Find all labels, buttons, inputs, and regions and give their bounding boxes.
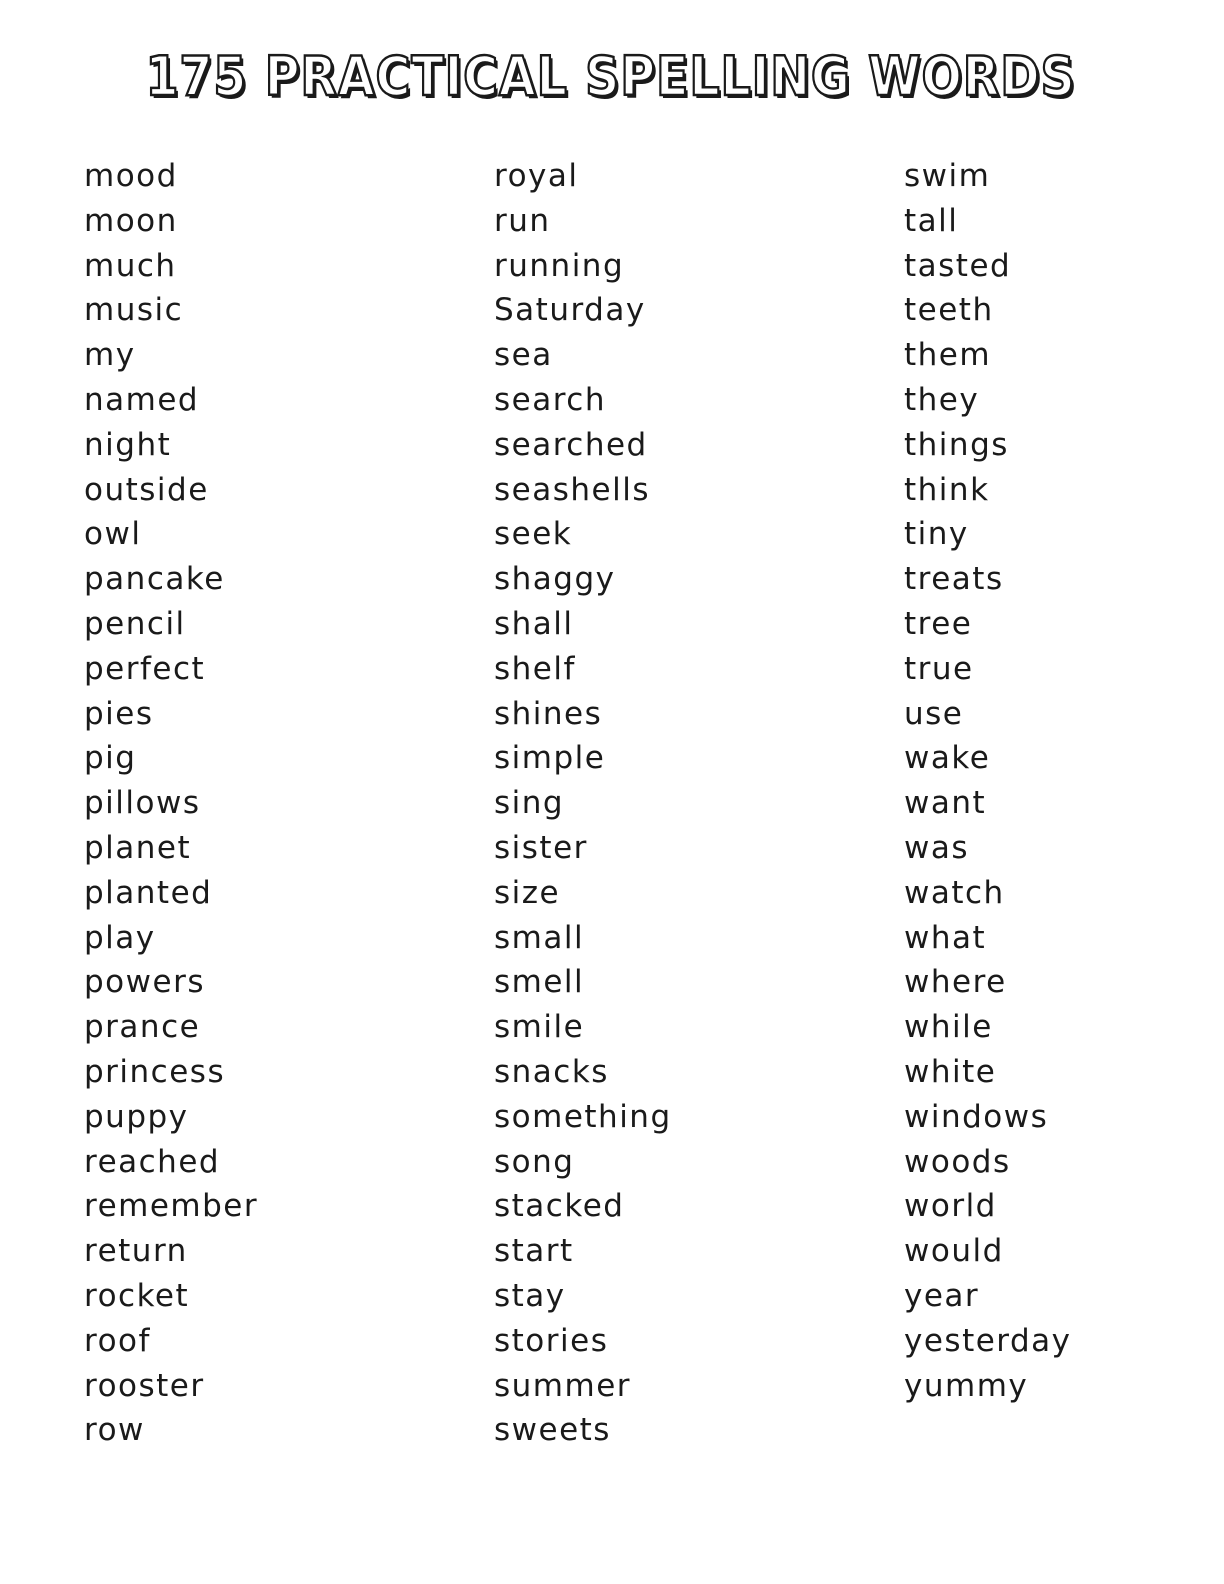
word-item: true <box>904 650 974 687</box>
word-item: stories <box>494 1322 609 1359</box>
word-item: stacked <box>494 1188 625 1225</box>
word-item: planted <box>84 874 213 911</box>
word-item: seashells <box>494 471 650 508</box>
word-item: would <box>904 1233 1004 1270</box>
word-item: yesterday <box>904 1322 1072 1359</box>
word-item: pig <box>84 740 137 777</box>
word-item: mood <box>84 158 178 194</box>
word-item: tiny <box>904 516 969 553</box>
word-item: was <box>904 829 970 866</box>
word-item: something <box>494 1098 672 1135</box>
word-item: running <box>494 247 625 284</box>
word-item: search <box>494 381 606 418</box>
word-item: snacks <box>494 1053 609 1090</box>
word-item: play <box>84 919 156 956</box>
word-item: woods <box>904 1143 1011 1180</box>
word-item: song <box>494 1143 575 1180</box>
word-item: think <box>904 471 990 508</box>
word-item: tasted <box>904 247 1012 284</box>
word-item: searched <box>494 426 648 463</box>
word-column-3 <box>904 154 1072 1408</box>
word-item: run <box>494 202 551 239</box>
word-item: smell <box>494 964 585 1001</box>
word-item: planet <box>84 829 192 866</box>
word-item: seek <box>494 516 573 553</box>
word-item: year <box>904 1277 980 1314</box>
word-item: windows <box>904 1098 1049 1135</box>
word-item: they <box>904 381 980 418</box>
word-item: sea <box>494 337 553 374</box>
word-item: want <box>904 785 987 822</box>
word-item: shelf <box>494 650 576 687</box>
word-item: shines <box>494 695 603 732</box>
word-item: summer <box>494 1367 632 1404</box>
word-item: royal <box>494 158 579 194</box>
word-item: shall <box>494 605 574 642</box>
word-item: use <box>904 695 964 732</box>
word-item: pencil <box>84 605 186 642</box>
word-item: them <box>904 337 992 374</box>
word-item: sweets <box>494 1412 611 1449</box>
word-item: small <box>494 919 585 956</box>
word-item: outside <box>84 471 209 508</box>
word-item: wake <box>904 740 991 777</box>
word-item: moon <box>84 202 178 239</box>
word-item: rocket <box>84 1277 190 1314</box>
word-item: princess <box>84 1053 226 1090</box>
word-item: remember <box>84 1188 259 1225</box>
word-item: powers <box>84 964 205 1001</box>
word-item: pies <box>84 695 154 732</box>
word-item: music <box>84 292 184 329</box>
word-item: while <box>904 1009 993 1046</box>
word-item: start <box>494 1233 574 1270</box>
word-column-2 <box>494 154 672 1453</box>
word-item: my <box>84 337 136 374</box>
word-item: what <box>904 919 987 956</box>
word-item: Saturday <box>494 292 646 329</box>
word-item: stay <box>494 1277 566 1314</box>
word-item: pillows <box>84 785 201 822</box>
word-item: watch <box>904 874 1005 911</box>
word-item: tall <box>904 202 959 239</box>
word-item: roof <box>84 1322 151 1359</box>
word-item: pancake <box>84 561 225 598</box>
word-item: tree <box>904 605 973 642</box>
word-item: simple <box>494 740 606 777</box>
word-item: row <box>84 1412 145 1449</box>
word-item: smile <box>494 1009 585 1046</box>
word-item: reached <box>84 1143 221 1180</box>
word-item: treats <box>904 561 1004 598</box>
word-item: world <box>904 1188 997 1225</box>
word-item: rooster <box>84 1367 205 1404</box>
word-item: swim <box>904 158 991 194</box>
word-item: named <box>84 381 200 418</box>
word-item: white <box>904 1053 997 1090</box>
word-item: sing <box>494 785 565 822</box>
word-item: return <box>84 1233 188 1270</box>
word-item: night <box>84 426 172 463</box>
word-item: teeth <box>904 292 994 329</box>
page-title: 175 PRACTICAL SPELLING WORDS <box>145 45 1076 108</box>
word-item: yummy <box>904 1367 1029 1404</box>
word-column-1 <box>84 154 258 1453</box>
word-item: things <box>904 426 1009 463</box>
word-item: shaggy <box>494 561 616 598</box>
word-item: sister <box>494 829 588 866</box>
word-item: size <box>494 874 561 911</box>
word-list <box>84 154 1144 1464</box>
word-item: owl <box>84 516 142 553</box>
word-item: perfect <box>84 650 206 687</box>
word-item: much <box>84 247 177 284</box>
word-item: prance <box>84 1009 201 1046</box>
word-item: puppy <box>84 1098 189 1135</box>
word-item: where <box>904 964 1007 1001</box>
